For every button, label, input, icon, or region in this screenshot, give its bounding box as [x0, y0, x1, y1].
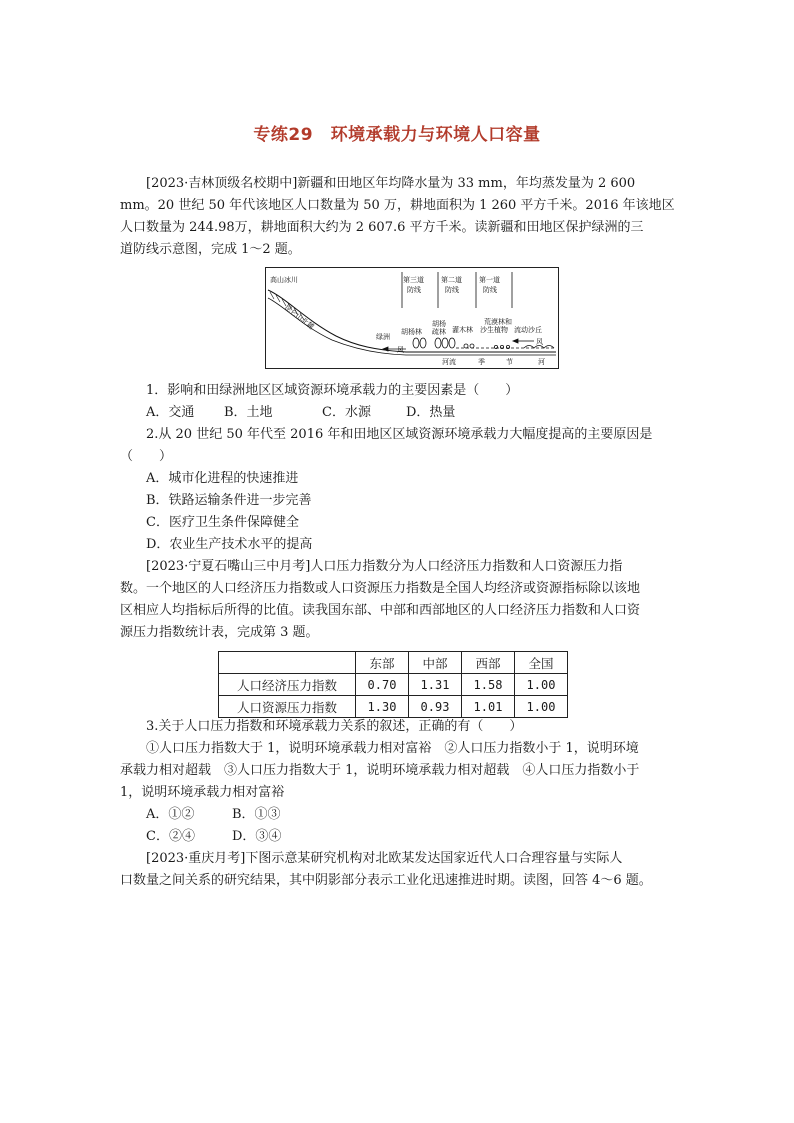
table-cell: 1.30 — [356, 696, 409, 718]
label-line3a: 第三道 — [403, 276, 424, 284]
intro1-line1: [2023·吉林顶级名校期中]新疆和田地区年均降水量为 33 mm，年均蒸发量为 2 600 — [146, 176, 636, 191]
label-seasonal2: 节 — [506, 358, 513, 366]
label-desert-a: 荒漠林和 — [484, 318, 512, 326]
q2-stem-line2: （ ） — [120, 449, 173, 464]
intro2-line3: 区相应人均指标后所得的比值。读我国东部、中部和西部地区的人口经济压力指数和人口资 — [120, 603, 641, 618]
table-header-cell: 全国 — [515, 652, 568, 674]
table-cell: 1.00 — [515, 696, 568, 718]
table-header-cell: 东部 — [356, 652, 409, 674]
label-seasonal3: 河 — [538, 358, 545, 366]
label-poplar2b: 疏林 — [432, 328, 446, 336]
q3-statement-line1: ①人口压力指数大于 1，说明环境承载力相对富裕 ②人口压力指数小于 1，说明环境 — [146, 741, 639, 756]
q3-statement-line3: 1，说明环境承载力相对富裕 — [120, 785, 285, 800]
label-oasis: 绿洲 — [376, 333, 390, 341]
q2-option-a: A．城市化进程的快速推进 — [146, 471, 299, 486]
q3-option-d: D．③④ — [232, 829, 282, 844]
label-glacier: 高山冰川 — [270, 276, 298, 284]
q1-stem: 1．影响和田绿洲地区区域资源环境承载力的主要因素是（ ） — [146, 383, 519, 398]
q1-option-c: C．水源 — [322, 405, 371, 420]
label-line2b: 防线 — [445, 286, 459, 294]
label-wind-left: 风 — [397, 346, 404, 354]
label-seasonal1: 季 — [478, 358, 485, 366]
label-line2a: 第二道 — [441, 276, 462, 284]
label-mountain: 昆仑山北麓 — [282, 303, 316, 332]
q1-option-b: B．土地 — [224, 405, 273, 420]
intro1-line4: 道防线示意图，完成 1～2 题。 — [120, 242, 301, 257]
table-row-label: 人口经济压力指数 — [219, 674, 356, 696]
label-poplar2a: 胡杨 — [432, 320, 446, 328]
q2-option-d: D．农业生产技术水平的提高 — [146, 537, 313, 552]
label-line3b: 防线 — [407, 286, 421, 294]
q3-stem: 3.关于人口压力指数和环境承载力关系的叙述，正确的有（ ） — [146, 719, 523, 734]
label-dune: 流动沙丘 — [514, 326, 542, 334]
diagram-svg — [266, 268, 558, 368]
intro2-line2: 数。一个地区的人口经济压力指数或人口资源压力指数是全国人均经济或资源指标除以该地 — [120, 581, 641, 596]
q3-option-a: A．①② — [146, 807, 195, 822]
label-line1b: 防线 — [483, 286, 497, 294]
pressure-index-table — [218, 651, 568, 718]
table-cell: 1.00 — [515, 674, 568, 696]
table-header-cell: 中部 — [409, 652, 462, 674]
table-header-cell — [219, 652, 356, 674]
page-title: 专练29 环境承载力与环境人口容量 — [253, 125, 541, 145]
intro1-line2: mm。20 世纪 50 年代该地区人口数量为 50 万，耕地面积为 1 260 平方千米。2016 年该地区 — [120, 198, 675, 213]
q3-option-c: C．②④ — [146, 829, 195, 844]
table-row — [219, 696, 568, 718]
label-line1a: 第一道 — [479, 276, 500, 284]
intro3-line1: [2023·重庆月考]下图示意某研究机构对北欧某发达国家近代人口合理容量与实际人 — [146, 851, 623, 866]
q1-option-a: A．交通 — [146, 405, 195, 420]
label-poplar: 胡杨林 — [401, 328, 422, 336]
q2-option-b: B．铁路运输条件进一步完善 — [146, 493, 312, 508]
label-desert-b: 沙生植物 — [480, 326, 508, 334]
intro2-line4: 源压力指数统计表，完成第 3 题。 — [120, 625, 319, 640]
q3-statement-line2: 承载力相对超载 ③人口压力指数大于 1，说明环境承载力相对超载 ④人口压力指数小于 — [120, 763, 640, 778]
q2-stem-line1: 2.从 20 世纪 50 年代至 2016 年和田地区区域资源环境承载力大幅度提高的主要原因是 — [146, 427, 653, 442]
q2-option-c: C．医疗卫生条件保障健全 — [146, 515, 299, 530]
q1-option-d: D．热量 — [406, 405, 456, 420]
table-row-label: 人口资源压力指数 — [219, 696, 356, 718]
table-cell: 0.70 — [356, 674, 409, 696]
label-river: 河流 — [442, 358, 456, 366]
table-cell: 1.31 — [409, 674, 462, 696]
intro2-line1: [2023·宁夏石嘴山三中月考]人口压力指数分为人口经济压力指数和人口资源压力指 — [146, 559, 623, 574]
table-row — [219, 674, 568, 696]
table-cell: 0.93 — [409, 696, 462, 718]
table-cell: 1.01 — [462, 696, 515, 718]
intro3-line2: 口数量之间关系的研究结果，其中阴影部分表示工业化迅速推进时期。读图，回答 4～6 题。 — [120, 873, 652, 888]
label-tamarisk: 灌木林 — [452, 326, 473, 334]
q3-option-b: B．①③ — [232, 807, 281, 822]
table-cell: 1.58 — [462, 674, 515, 696]
oasis-defense-diagram — [265, 267, 559, 369]
table-header-row — [219, 652, 568, 674]
table-header-cell: 西部 — [462, 652, 515, 674]
intro1-line3: 人口数量为 244.98万，耕地面积大约为 2 607.6 平方千米。读新疆和田地区保护绿洲的三 — [120, 220, 644, 235]
label-wind-right: 风 — [536, 338, 543, 346]
